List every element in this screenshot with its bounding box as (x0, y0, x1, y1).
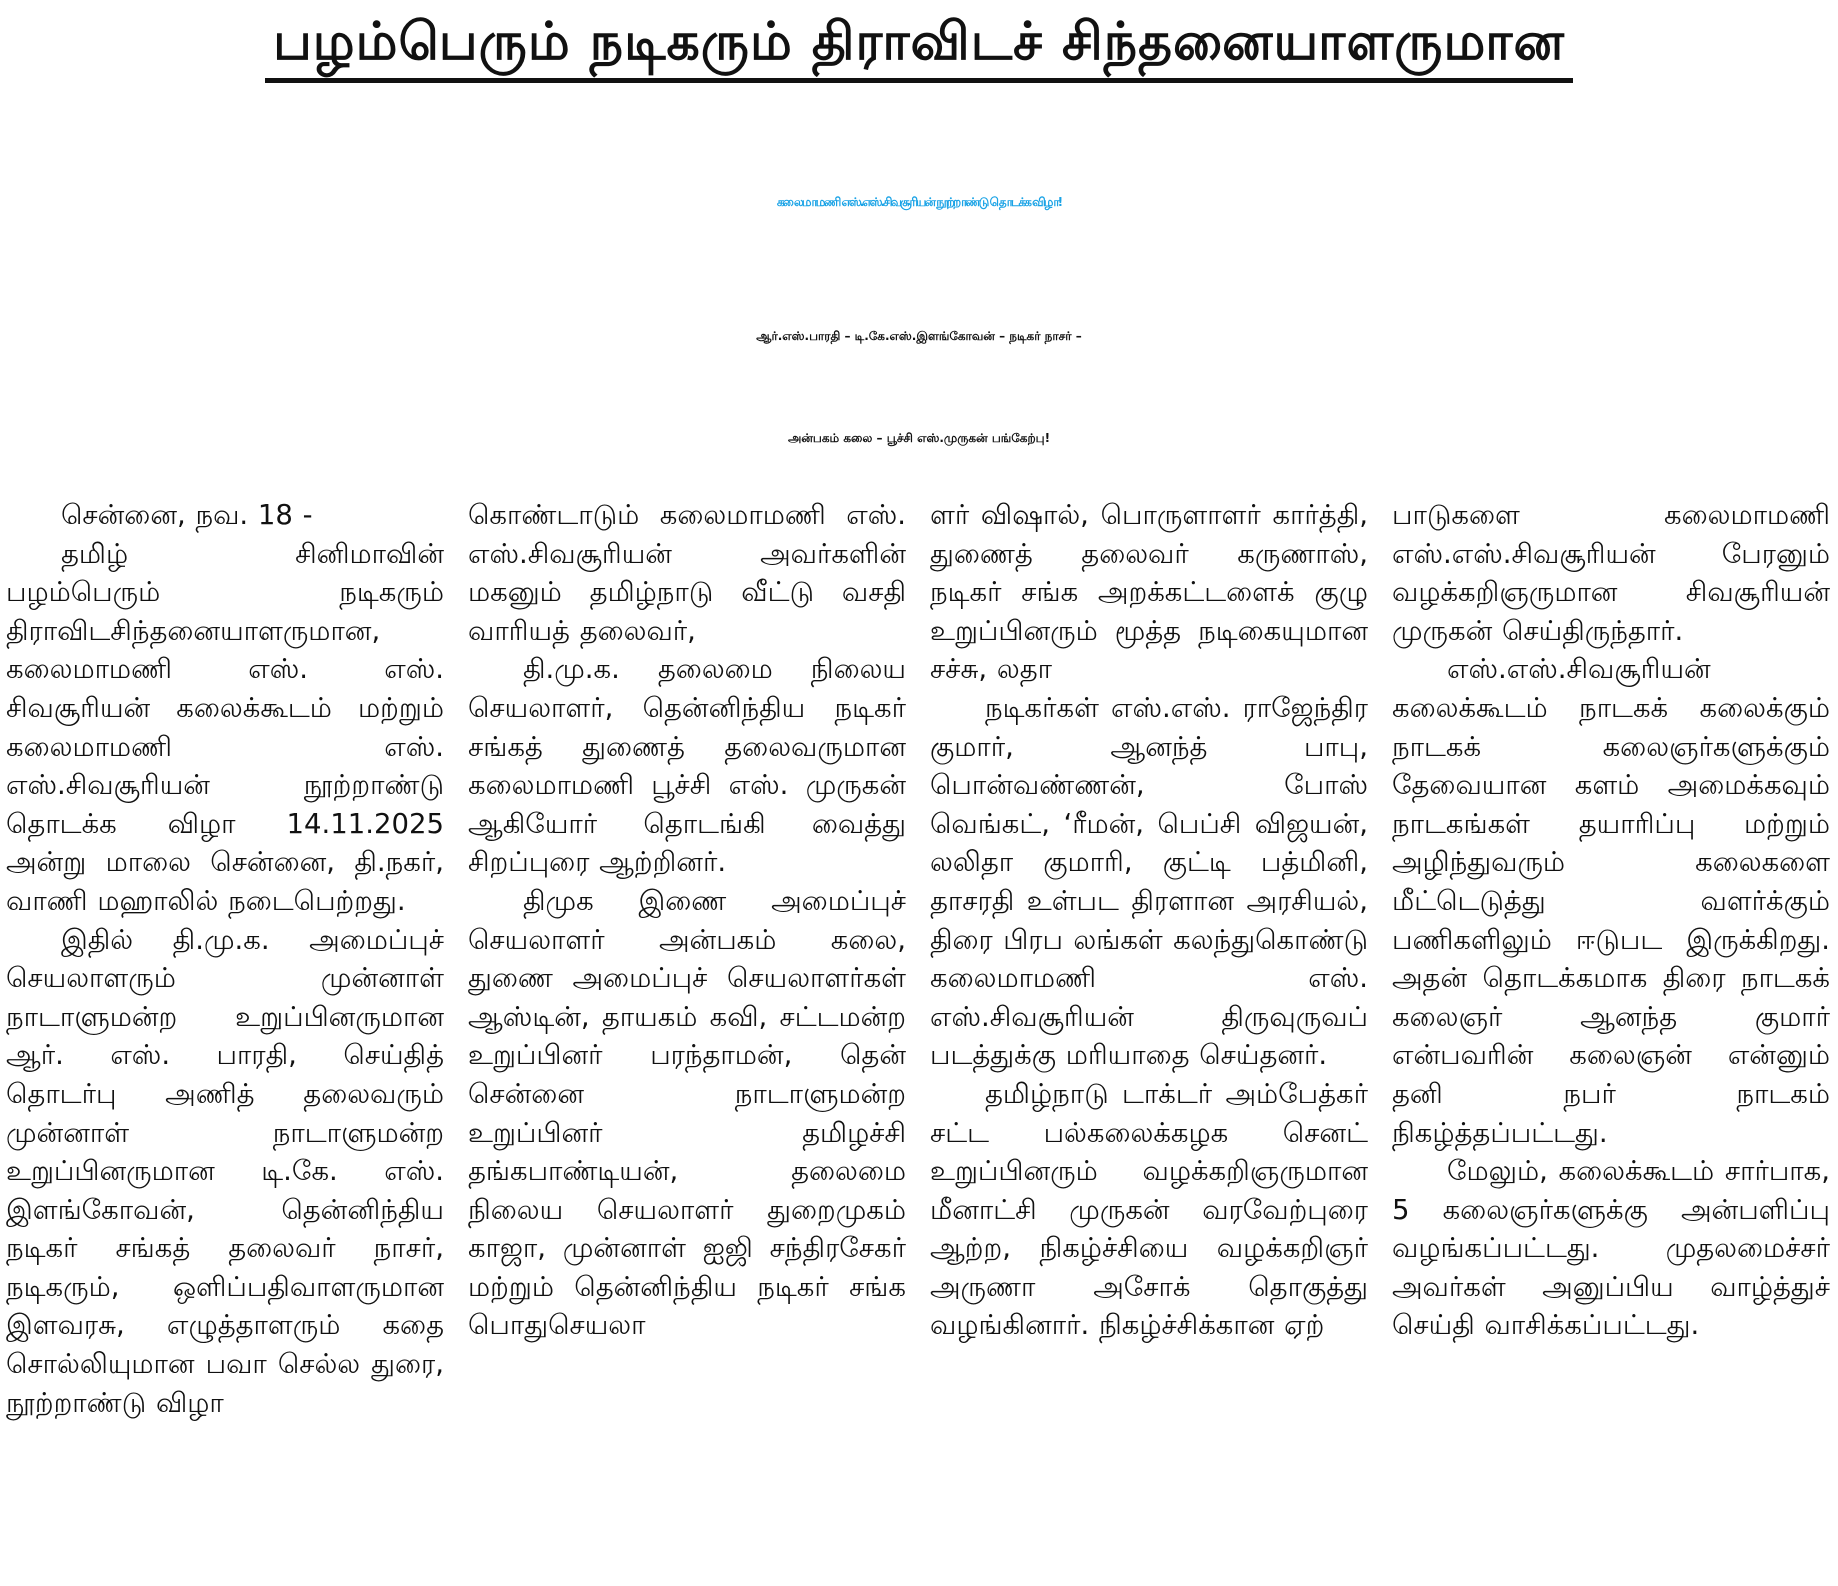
paragraph: ளர் விஷால், பொருளாளர் கார்த்தி, துணைத் தலைவர் கருணாஸ், நடிகர் சங்க அறக்கட்டளைக் குழு உறுப்பினரும் மூத்த நடிகையுமான சச்சு, லதா (930, 499, 1368, 686)
dateline: சென்னை, நவ. 18 - (61, 499, 313, 531)
paragraph: கொண்டாடும் கலைமாமணி எஸ். எஸ்.சிவசூரியன் அவர்களின் மகனும் தமிழ்நாடு வீட்டு வசதி வாரியத் தலைவர், (468, 499, 906, 647)
paragraph: திமுக இணை அமைப்புச் செயலாளர் அன்பகம் கலை, துணை அமைப்புச் செயலாளர்கள் ஆஸ்டின், தாயகம் கவி, சட்டமன்ற உறுப்பினர் பரந்தாமன், தென் சென்னை நாடாளுமன்ற உறுப்பினர் தமிழச்சி தங்கபாண்டியன், தலைமை நிலைய செயலாளர் துறைமுகம் காஜா, முன்னாள் ஐஜி சந்திரசேகர் மற்றும் தென்னிந்திய நடிகர் சங்க பொதுசெயலா (468, 884, 906, 1342)
paragraph: நடிகர்கள் எஸ்.எஸ். ராஜேந்திர குமார், ஆனந்த் பாபு, பொன்வண்ணன், போஸ் வெங்கட், ‘ரீமன், பெப்சி விஜயன், லலிதா குமாரி, குட்டி பத்மினி, தாசரதி உள்பட திரளான அரசியல், திரை பிரப லங்கள் கலந்துகொண்டு கலைமாமணி எஸ். எஸ்.சிவசூரியன் திருவுருவப் படத்துக்கு மரியாதை செய்தனர். (930, 691, 1368, 1072)
dateline-paragraph (6, 496, 444, 535)
article-column-1 (6, 496, 444, 1582)
article-body (6, 496, 1832, 1582)
article-column-2 (468, 496, 906, 1582)
paragraph: இதில் தி.மு.க. அமைப்புச் செயலாளரும் முன்னாள் நாடாளுமன்ற உறுப்பினருமான ஆர். எஸ். பாரதி, செய்தித் தொடர்பு அணித் தலைவரும் முன்னாள் நாடாளுமன்ற உறுப்பினருமான டி.கே. எஸ். இளங்கோவன், தென்னிந்திய நடிகர் சங்கத் தலைவர் நாசர், நடிகரும், ஒளிப்பதிவாளருமான இளவரசு, எழுத்தாளரும் கதை சொல்லியுமான பவா செல்ல துரை, நூற்றாண்டு விழா (6, 923, 444, 1419)
article-column-3 (930, 496, 1368, 1582)
paragraph: பாடுகளை கலைமாமணி எஸ்.எஸ்.சிவசூரியன் பேரனும் வழக்கறிஞருமான சிவசூரியன் முருகன் செய்திருந்தார். (1392, 499, 1830, 647)
paragraph: தமிழ்நாடு டாக்டர் அம்பேத்கர் சட்ட பல்கலைக்கழக செனட் உறுப்பினரும் வழக்கறிஞருமான மீனாட்சி முருகன் வரவேற்புரை ஆற்ற, நிகழ்ச்சியை வழக்கறிஞர் அருணா அசோக் தொகுத்து வழங்கினார். நிகழ்ச்சிக்கான ஏற் (930, 1077, 1368, 1342)
subheadline-line-1: ஆர்.எஸ்.பாரதி – டி.கே.எஸ்.இளங்கோவன் – நடிகர் நாசர் – (756, 329, 1082, 343)
paragraph: மேலும், கலைக்கூடம் சார்பாக, 5 கலைஞர்களுக்கு அன்பளிப்பு வழங்கப்பட்டது. முதலமைச்சர் அவர்கள் அனுப்பிய வாழ்த்துச் செய்தி வாசிக்கப்பட்டது. (1392, 1155, 1830, 1342)
headline: கலைமாமணி எஸ்.எஸ்.சிவசூரியன் நூற்றாண்டு தொடக்க விழா! (776, 195, 1062, 209)
paragraph: தமிழ் சினிமாவின் பழம்பெரும் நடிகரும் திராவிடசிந்தனையாளருமான, கலைமாமணி எஸ். எஸ். சிவசூரியன் கலைக்கூடம் மற்றும் கலைமாமணி எஸ். எஸ்.சிவசூரியன் நூற்றாண்டு தொடக்க விழா 14.11.2025 அன்று மாலை சென்னை, தி.நகர், வாணி மஹாலில் நடைபெற்றது. (6, 537, 444, 917)
article-column-4 (1392, 496, 1830, 1582)
paragraph: தி.மு.க. தலைமை நிலைய செயலாளர், தென்னிந்திய நடிகர் சங்கத் துணைத் தலைவருமான கலைமாமணி பூச்சி எஸ். முருகன் ஆகியோர் தொடங்கி வைத்து சிறப்புரை ஆற்றினர். (468, 653, 906, 879)
subheadline-line-2: அன்பகம் கலை – பூச்சி எஸ்.முருகன் பங்கேற்பு! (787, 431, 1051, 445)
kicker-text: பழம்பெரும் நடிகரும் திராவிடச் சிந்தனையாளருமான (265, 6, 1573, 83)
kicker (0, 6, 1838, 83)
paragraph: எஸ்.எஸ்.சிவசூரியன் கலைக்கூடம் நாடகக் கலைக்கும் நாடகக் கலைஞர்களுக்கும் தேவையான களம் அமைக்கவும் நாடகங்கள் தயாரிப்பு மற்றும் அழிந்துவரும் கலைகளை மீட்டெடுத்து வளர்க்கும் பணிகளிலும் ஈடுபட இருக்கிறது. அதன் தொடக்கமாக திரை நாடகக் கலைஞர் ஆனந்த குமார் என்பவரின் கலைஞன் என்னும் தனி நபர் நாடகம் நிகழ்த்தப்பட்டது. (1392, 653, 1830, 1149)
